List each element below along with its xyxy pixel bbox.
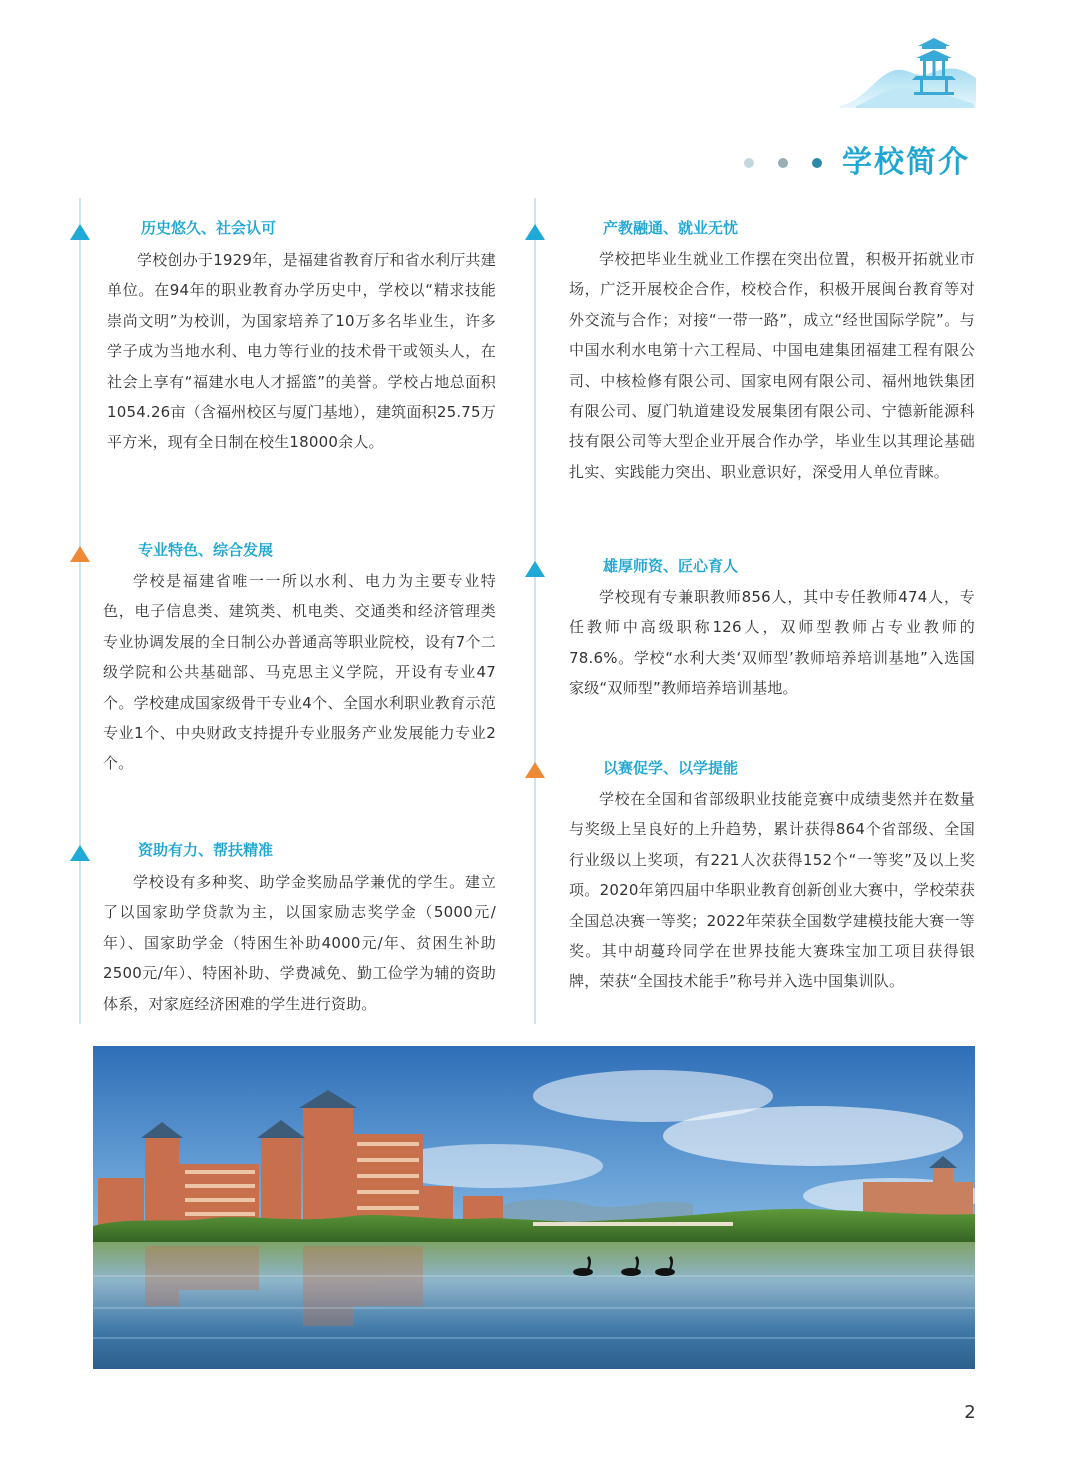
right-timeline-line: [534, 198, 536, 1024]
aid-title: 资助有力、帮扶精准: [138, 841, 274, 859]
employment-triangle-icon: [525, 224, 545, 240]
majors-triangle-icon: [70, 546, 90, 562]
teachers-triangle-icon: [525, 561, 545, 577]
aid-triangle-icon: [70, 845, 90, 861]
competition-triangle-icon: [525, 762, 545, 778]
page-number: 2: [964, 1402, 976, 1423]
competition-title: 以赛促学、以学提能: [603, 759, 739, 777]
header-dot-3: [812, 158, 822, 168]
header-dot-2: [778, 158, 788, 168]
competition-body: 学校在全国和省部级职业技能竞赛中成绩斐然并在数量与奖级上呈良好的上升趋势，累计获得864个省部级、全国行业级以上奖项，有221人次获得152个“一等奖”及以上奖项。2020年第四届中华职业教育创新创业大赛中，学校荣获全国总决赛一等奖；2022年荣获全国数学建模技能大赛一等奖。其中胡蔓玲同学在世界技能大赛珠宝加工项目获得银牌，荣获“全国技术能手”称号并入选中国集训队。: [569, 790, 975, 991]
teachers-title: 雄厚师资、匠心育人: [603, 557, 739, 575]
page-title: 学校简介: [842, 145, 970, 180]
history-body: 学校创办于1929年，是福建省教育厅和省水利厅共建单位。在94年的职业教育办学历史中，学校以“精求技能 崇尚文明”为校训，为国家培养了10万多名毕业生，许多学子成为当地水利、电力等行业的技术骨干或领头人，在社会上享有“福建水电人才摇篮”的美誉。学校占地总面积1054.26亩（含福州校区与厦门基地），建筑面积25.75万平方米，现有全日制在校生18000余人。: [107, 251, 496, 452]
pavilion-logo: [836, 34, 978, 112]
aid-body: 学校设有多种奖、助学金奖励品学兼优的学生。建立了以国家助学贷款为主，以国家励志奖学金（5000元/年）、国家助学金（特困生补助4000元/年、贫困生补助2500元/年）、特困补助、学费减免、勤工俭学为辅的资助体系，对家庭经济困难的学生进行资助。: [103, 873, 496, 1013]
history-title: 历史悠久、社会认可: [141, 219, 277, 237]
left-timeline-line: [79, 198, 81, 1024]
employment-body: 学校把毕业生就业工作摆在突出位置，积极开拓就业市场，广泛开展校企合作，校校合作，积极开展闽台教育等对外交流与合作；对接“一带一路”，成立“经世国际学院”。与中国水利水电第十六工程局、中国电建集团福建工程有限公司、中核检修有限公司、国家电网有限公司、福州地铁集团有限公司、厦门轨道建设发展集团有限公司、宁德新能源科技有限公司等大型企业开展合作办学，毕业生以其理论基础扎实、实践能力突出、职业意识好，深受用人单位青睐。: [569, 250, 975, 481]
employment-title: 产教融通、就业无忧: [603, 219, 739, 237]
campus-lake-photo: [93, 1046, 975, 1369]
history-triangle-icon: [70, 224, 90, 240]
teachers-body: 学校现有专兼职教师856人，其中专任教师474人，专任教师中高级职称126人，双师型教师占专业教师的78.6%。学校“水利大类‘双师型’教师培养培训基地”入选国家级“双师型”教师培养培训基地。: [569, 588, 975, 698]
majors-body: 学校是福建省唯一一所以水利、电力为主要专业特色，电子信息类、建筑类、机电类、交通类和经济管理类专业协调发展的全日制公办普通高等职业院校，设有7个二级学院和公共基础部、马克思主义学院，开设有专业47个。学校建成国家级骨干专业4个、全国水利职业教育示范专业1个、中央财政支持提升专业服务产业发展能力专业2个。: [103, 572, 496, 773]
header-dot-1: [744, 158, 754, 168]
majors-title: 专业特色、综合发展: [138, 541, 274, 559]
